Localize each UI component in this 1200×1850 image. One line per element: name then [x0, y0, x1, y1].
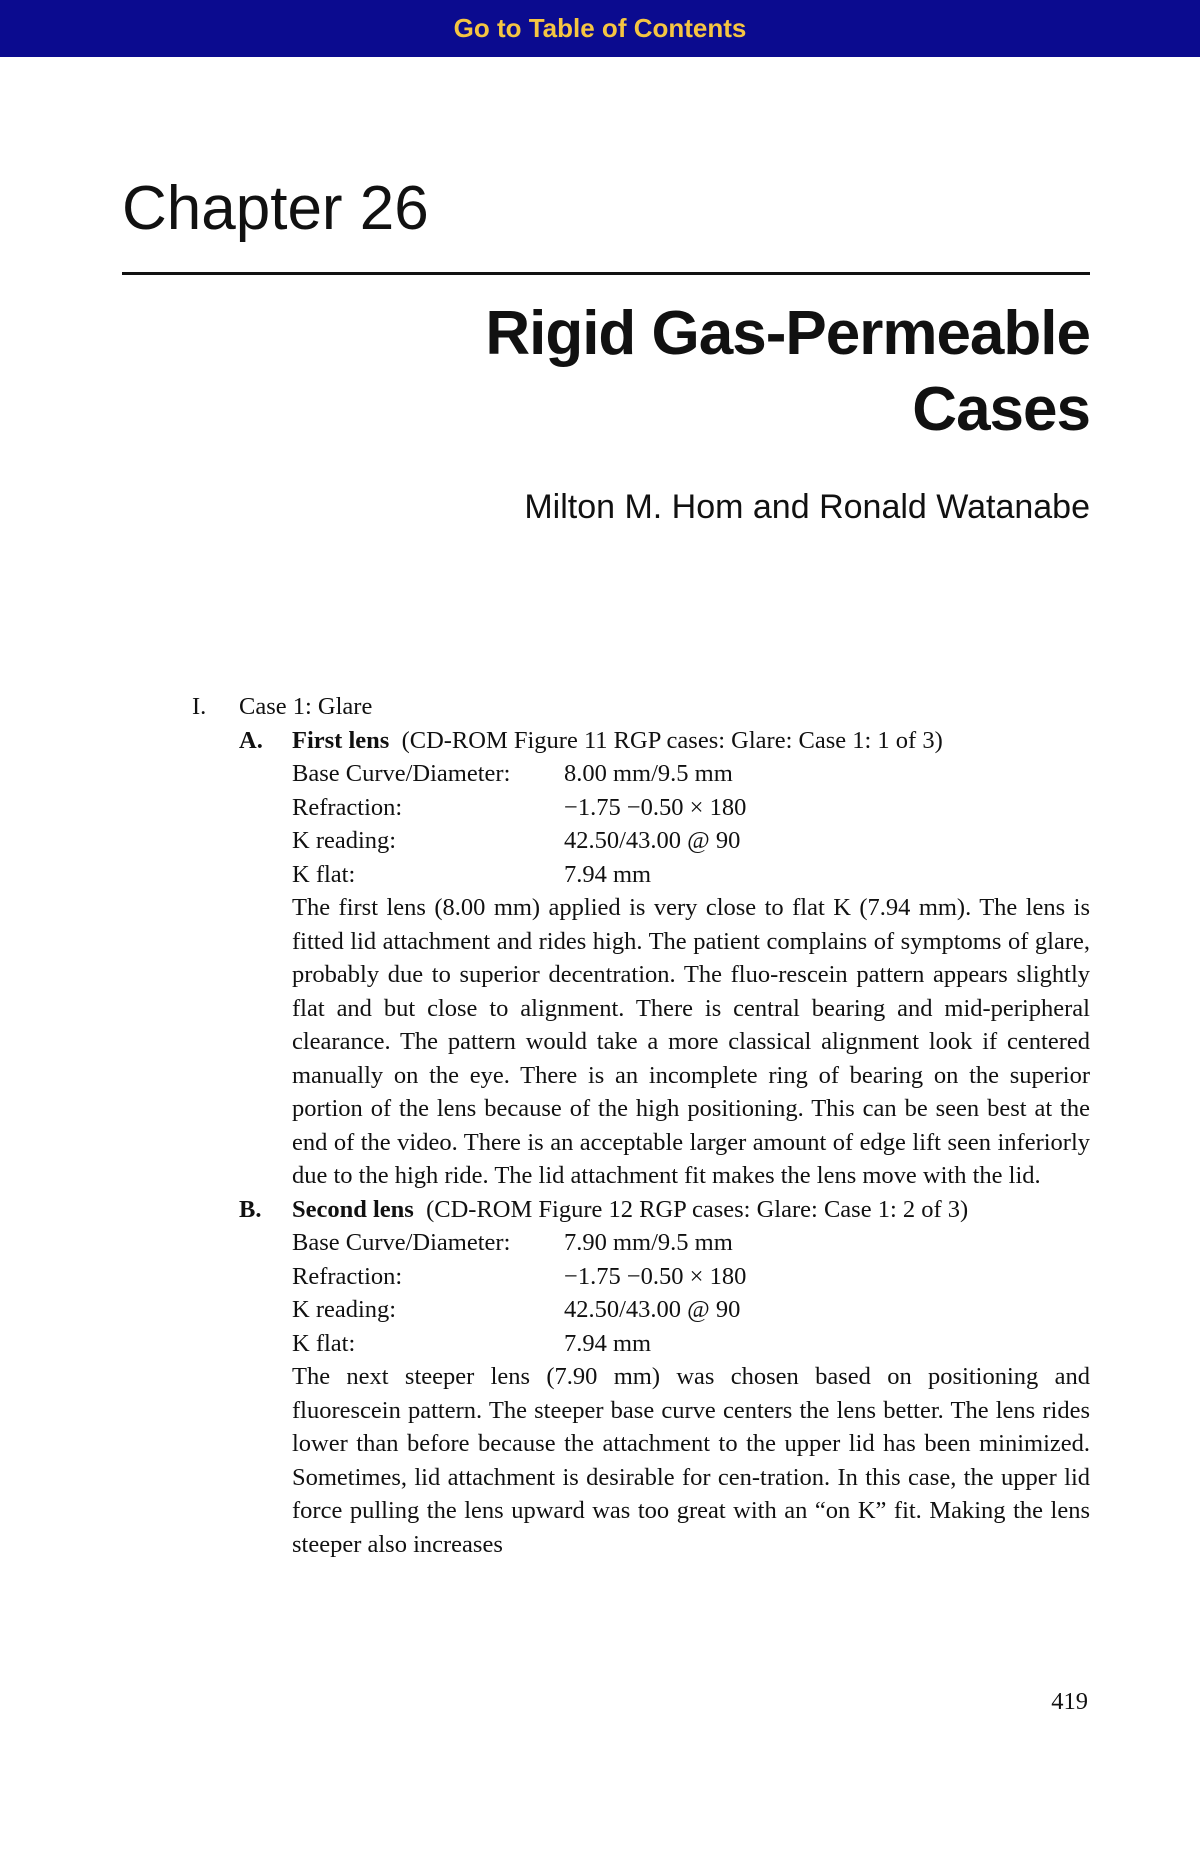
chapter-authors: Milton M. Hom and Ronald Watanabe: [524, 488, 1090, 526]
field-value: 7.94 mm: [564, 1329, 652, 1357]
lens-a-refraction-row: [292, 791, 1090, 825]
field-label: K flat:: [292, 860, 356, 888]
lens-a-heading: [239, 724, 1090, 758]
lens-b-base-curve-row: [292, 1226, 1090, 1260]
lens-a-details: [292, 757, 1090, 1193]
page-number: 419: [1051, 1688, 1088, 1715]
field-label: K reading:: [292, 827, 397, 854]
lens-a-name: First lens: [292, 726, 390, 754]
field-label: Refraction:: [292, 1262, 403, 1290]
lens-a-letter: A.: [239, 726, 263, 754]
table-of-contents-link[interactable]: Go to Table of Contents: [453, 13, 747, 43]
chapter-title-line-2: Cases: [912, 375, 1090, 444]
field-label: K reading:: [292, 1296, 397, 1323]
lens-b-name: Second lens: [292, 1195, 414, 1223]
lens-b-title-line: [292, 1193, 968, 1227]
lens-b-caption: (CD-ROM Figure 12 RGP cases: Glare: Case 1: 2 of 3): [426, 1195, 969, 1223]
lens-b-paragraph: The next steeper lens (7.90 mm) was chosen based on positioning and fluorescein pattern. The steeper base curve centers the lens better. The lens rides lower than before because the attachment to the upper lid has been minimized. Sometimes, lid attachment is desirable for cen-tration. In this case, the upper lid force pulling the lens upward was too great with an “on K” fit. Making the lens steeper also increases: [292, 1363, 1090, 1558]
lens-a-base-curve-row: [292, 757, 1090, 791]
lens-b-letter: B.: [239, 1195, 262, 1223]
case-outline: [192, 690, 1090, 1561]
field-value: 7.94 mm: [564, 860, 652, 888]
lens-a-title-line: [292, 724, 943, 758]
chapter-title: [290, 296, 1090, 448]
lens-b-k-reading-row: [292, 1293, 1090, 1327]
header-divider: [122, 272, 1090, 275]
lens-a-k-reading-row: [292, 824, 1090, 858]
case-1-title: Case 1: Glare: [239, 693, 373, 720]
top-nav-bar: [0, 0, 1200, 57]
chapter-label: Chapter 26: [122, 174, 429, 243]
case-1-number: I.: [192, 693, 207, 720]
field-label: K flat:: [292, 1329, 356, 1357]
lens-a-k-flat-row: [292, 858, 1090, 892]
field-value: −1.75 −0.50 × 180: [564, 1262, 747, 1290]
field-label: Refraction:: [292, 793, 403, 821]
lens-a-paragraph: The first lens (8.00 mm) applied is very close to flat K (7.94 mm). The lens is fitted lid attachment and rides high. The patient complains of symptoms of glare, probably due to superior decentration. The fluo-rescein pattern appears slightly flat and but close to alignment. There is central bearing and mid-peripheral clearance. The pattern would take a more classical alignment look if centered manually on the eye. There is an incomplete ring of bearing on the superior portion of the lens because of the high positioning. This can be seen best at the end of the video. There is an acceptable larger amount of edge lift seen inferiorly due to the high ride. The lid attachment fit makes the lens move with the lid.: [292, 894, 1090, 1189]
field-value: 42.50/43.00 @ 90: [564, 1296, 741, 1323]
field-label: Base Curve/Diameter:: [292, 1229, 511, 1256]
chapter-title-line-1: Rigid Gas-Permeable: [485, 299, 1090, 368]
field-value: −1.75 −0.50 × 180: [564, 793, 747, 821]
lens-b-k-flat-row: [292, 1327, 1090, 1361]
lens-b-heading: [239, 1193, 1090, 1227]
lens-a-caption: (CD-ROM Figure 11 RGP cases: Glare: Case 1: 1 of 3): [401, 726, 943, 754]
case-1-heading: [192, 690, 1090, 724]
field-value: 7.90 mm/9.5 mm: [564, 1229, 733, 1256]
lens-b-refraction-row: [292, 1260, 1090, 1294]
field-value: 42.50/43.00 @ 90: [564, 827, 741, 854]
lens-b-details: [292, 1226, 1090, 1561]
field-value: 8.00 mm/9.5 mm: [564, 760, 733, 787]
field-label: Base Curve/Diameter:: [292, 760, 511, 787]
